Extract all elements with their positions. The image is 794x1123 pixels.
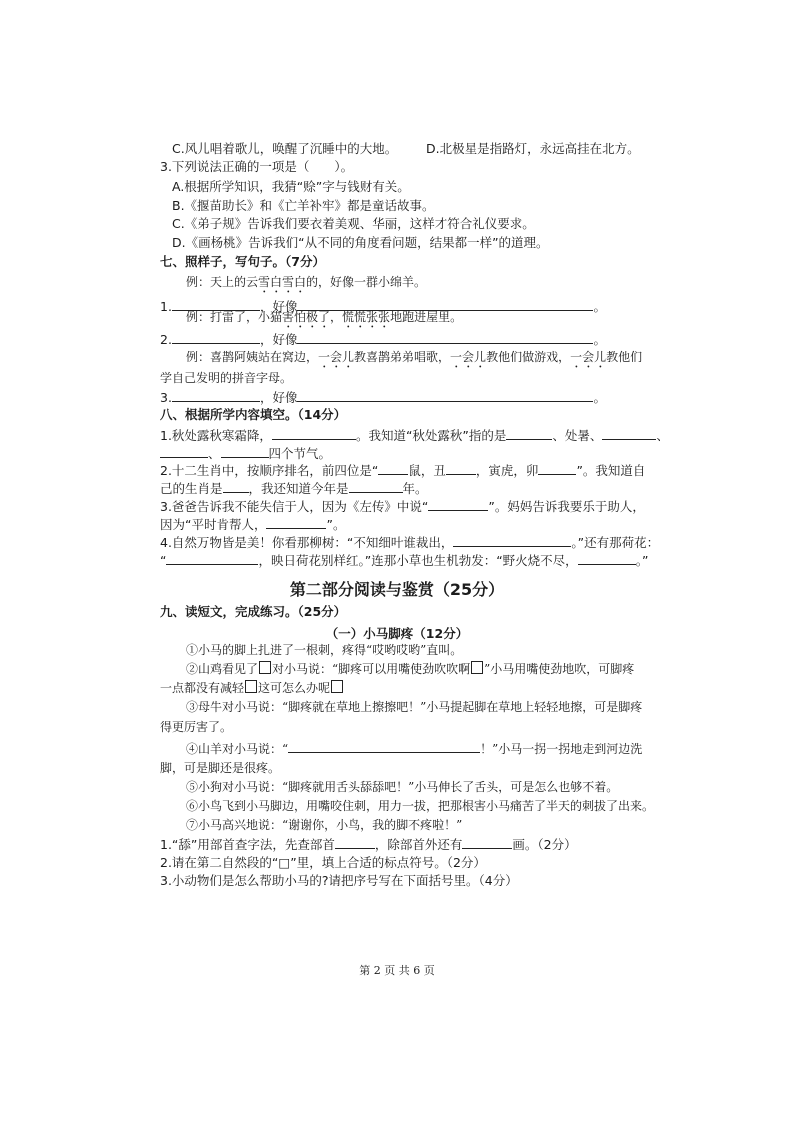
punct-box-1[interactable] (259, 661, 271, 674)
s8-q4-blank1[interactable] (453, 533, 571, 547)
example-3: 例：喜鹊阿姨站在窝边，一会儿教喜鹊弟弟唱歌，一会儿教他们做游戏，一会儿教他们 (186, 350, 643, 364)
s8-q4-blank2[interactable] (166, 551, 258, 565)
blank-3b[interactable] (297, 388, 593, 402)
example-3-cont: 学自己发明的拼音字母。 (160, 371, 293, 385)
s9-q3: 3.小动物们是怎么帮助小马的?请把序号写在下面括号里。（4分） (160, 873, 518, 888)
p4-blank[interactable] (288, 739, 480, 753)
punct-box-2[interactable] (471, 661, 483, 674)
s9-q1-blank1[interactable] (335, 835, 375, 849)
s8-q1-cont: 、 四个节气。 (160, 444, 331, 463)
q3-option-a: A.根据所学知识，我猜“赊”字与钱财有关。 (172, 179, 410, 194)
q3-option-c: C.《弟子规》告诉我们要衣着美观、华丽，这样才符合礼仪要求。 (172, 216, 535, 231)
paragraph-5: ⑤小狗对小马说：“脚疼就用舌头舔舔吧！”小马伸长了舌头，可是怎么也够不着。 (186, 780, 619, 794)
q3-stem: 3.下列说法正确的一项是（ ）。 (160, 159, 354, 174)
paragraph-2-cont: 一点都没有减轻 这可怎么办呢 (160, 679, 344, 697)
punct-box-3[interactable] (245, 680, 257, 693)
s9-q1-blank2[interactable] (462, 835, 512, 849)
s8-q2-cont: 己的生肖是 ，我还知道今年是 年。 (160, 481, 428, 496)
blank-2a[interactable] (172, 330, 260, 344)
example-1-emphasis: 雪白雪白 (258, 275, 307, 289)
s8-q1: 1.秋处露秋寒霜降， 。我知道“秋处露秋”指的是 、处暑、 、 (160, 428, 669, 443)
s8-q4-cont: “ ，映日荷花别样红。”连那小草也生机勃发：“野火烧不尽， 。” (160, 553, 649, 568)
paragraph-3: ③母牛对小马说：“脚疼就在草地上擦擦吧！”小马提起脚在草地上轻轻地擦，可是脚疼 (186, 700, 643, 714)
paragraph-1: ①小马的脚上扎进了一根刺，疼得“哎哟哎哟”直叫。 (186, 643, 463, 657)
s8-q3-blank1[interactable] (428, 497, 488, 511)
paragraph-2: ②山鸡看见了 对小马说：“脚疼可以用嘴使劲吹吹啊 ”小马用嘴使劲地吹，可脚疼 (186, 662, 635, 676)
s8-q1-blank5[interactable] (221, 444, 269, 458)
blank-3a[interactable] (172, 388, 260, 402)
s8-q2: 2.十二生肖中，按顺序排名，前四位是“ 鼠，丑 ，寅虎，卯 ”。我知道自 (160, 463, 646, 478)
q3-option-b: B.《揠苗助长》和《亡羊补牢》都是童话故事。 (172, 198, 435, 213)
blank-2b[interactable] (297, 330, 593, 344)
s8-q4: 4.自然万物皆是美！你看那柳树：“不知细叶谁裁出， 。”还有那荷花： (160, 535, 660, 550)
paragraph-4: ④山羊对小马说：“ ！”小马一拐一拐地走到河边洗 (186, 739, 642, 758)
s9-q1: 1.“舔”用部首查字法，先查部首 ，除部首外还有 画。（2分） (160, 837, 577, 852)
s8-q1-blank2[interactable] (506, 426, 552, 440)
story-title: （一）小马脚疼（12分） (325, 626, 469, 641)
s8-q3: 3.爸爸告诉我不能失信于人，因为《左传》中说“ ”。妈妈告诉我要乐于助人， (160, 499, 645, 514)
s8-q3-blank2[interactable] (266, 515, 326, 529)
paragraph-7: ⑦小马高兴地说：“谢谢你，小鸟，我的脚不疼啦！” (186, 818, 463, 832)
s8-q2-blank1[interactable] (378, 461, 408, 475)
s8-q2-blank2[interactable] (446, 461, 476, 475)
q6-option-d: D.北极星是指路灯，永远高挂在北方。 (426, 141, 640, 156)
s8-q4-blank3[interactable] (578, 551, 636, 565)
s8-q2-blank5[interactable] (349, 479, 403, 493)
s8-q1-blank1[interactable] (272, 426, 356, 440)
q3-option-d: D.《画杨桃》告诉我们“从不同的角度看问题，结果都一样”的道理。 (172, 235, 549, 250)
example-2: 例：打雷了，小猫害怕极了，慌慌张张地跑进屋里。 (186, 310, 463, 324)
paragraph-3-cont: 得更厉害了。 (160, 720, 233, 734)
section8-title: 八、根据所学内容填空。（14分） (160, 407, 347, 422)
sentence-3: 3. ，好像 。 (160, 390, 606, 405)
s8-q2-blank4[interactable] (223, 479, 249, 493)
s8-q1-blank3[interactable] (602, 426, 656, 440)
s9-q2: 2.请在第二自然段的“□”里，填上合适的标点符号。（2分） (160, 855, 486, 870)
part2-title: 第二部分阅读与鉴赏（25分） (289, 580, 505, 599)
page-footer: 第 2 页 共 6 页 (359, 964, 435, 977)
punct-box-4[interactable] (331, 680, 343, 693)
paragraph-6: ⑥小鸟飞到小马脚边，用嘴咬住刺，用力一拔，把那根害小马痛苦了半天的刺拔了出来。 (186, 799, 655, 813)
paragraph-4-cont: 脚，可是脚还是很疼。 (160, 761, 281, 775)
section7-title: 七、照样子，写句子。（7分） (160, 254, 325, 269)
sentence-2: 2. ，好像 。 (160, 332, 606, 347)
sentence-1: 1. ，好像 。 (160, 299, 606, 314)
example-1: 例：天上的云雪白雪白的，好像一群小绵羊。 (186, 275, 427, 289)
section9-title: 九、读短文，完成练习。（25分） (160, 604, 347, 619)
s8-q1-blank4[interactable] (160, 444, 208, 458)
q6-option-c: C.风儿唱着歌儿，唤醒了沉睡中的大地。 (172, 141, 398, 156)
s8-q3-cont: 因为“平时肯帮人， ”。 (160, 517, 346, 532)
s8-q2-blank3[interactable] (538, 461, 576, 475)
